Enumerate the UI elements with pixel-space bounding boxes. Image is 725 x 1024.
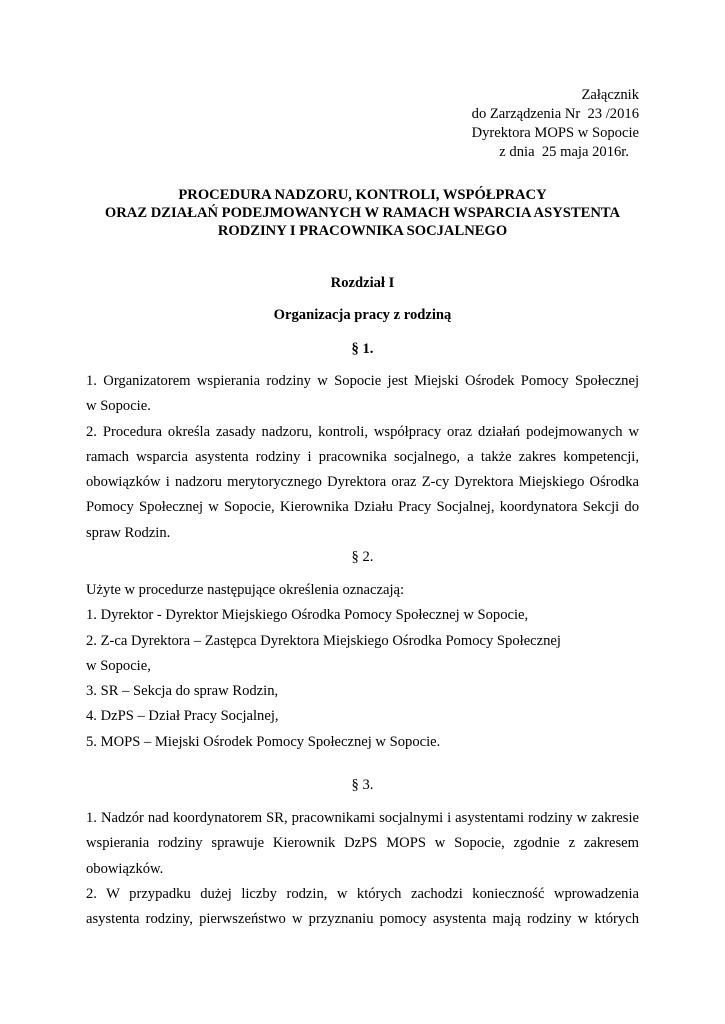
definition-item: w Sopocie,: [86, 657, 151, 674]
definition-item: 1. Dyrektor - Dyrektor Miejskiego Ośrodka Pomocy Społecznej w Sopocie,: [86, 607, 529, 624]
annex-line: Dyrektora MOPS w Sopocie: [471, 125, 639, 141]
definition-item: 4. DzPS – Dział Pracy Socjalnej,: [86, 708, 279, 725]
paragraph-line: obowiązków i nadzoru merytorycznego Dyrektora oraz Z-cy Dyrektora Miejskiego Ośrodka: [86, 474, 639, 491]
section-1-heading: § 1.: [351, 341, 374, 357]
annex-line: Załącznik: [581, 87, 639, 103]
section-1-body: [86, 369, 639, 546]
paragraph-line: 2. Procedura określa zasady nadzoru, kontroli, współpracy oraz działań podejmowanych w: [86, 423, 639, 440]
title-line: RODZINY I PRACOWNIKA SOCJALNEGO: [217, 223, 508, 239]
chapter-heading: Rozdział I: [330, 275, 395, 291]
section-2-body: [86, 578, 639, 755]
title-line: PROCEDURA NADZORU, KONTROLI, WSPÓŁPRACY: [178, 187, 547, 203]
title-line: ORAZ DZIAŁAŃ PODEJMOWANYCH W RAMACH WSPARCIA ASYSTENTA: [104, 205, 621, 221]
paragraph-line: spraw Rodzin.: [86, 524, 171, 541]
paragraph-line: wspierania rodziny sprawuje Kierownik DzPS MOPS w Sopocie, zgodnie z zakresem: [86, 835, 639, 852]
paragraph-line: 1. Nadzór nad koordynatorem SR, pracownikami socjalnymi i asystentami rodziny w zakresie: [86, 810, 639, 826]
chapter-title: Organizacja pracy z rodziną: [273, 307, 452, 323]
paragraph-line: 1. Organizatorem wspierania rodziny w Sopocie jest Miejski Ośrodek Pomocy Społecznej: [86, 373, 639, 389]
definition-item: 2. Z-ca Dyrektora – Zastępca Dyrektora Miejskiego Ośrodka Pomocy Społecznej: [86, 632, 561, 649]
paragraph-line: obowiązków.: [86, 860, 164, 877]
section-3-heading: § 3.: [351, 777, 374, 793]
section-2-heading: § 2.: [351, 549, 374, 565]
definition-item: 5. MOPS – Miejski Ośrodek Pomocy Społecznej w Sopocie.: [86, 733, 441, 750]
paragraph-line: 2. W przypadku dużej liczby rodzin, w których zachodzi konieczność wprowadzenia: [86, 885, 639, 902]
paragraph-line: Pomocy Społecznej w Sopocie, Kierownika Działu Pracy Socjalnej, koordynatora Sekcji do: [86, 499, 639, 516]
annex-line: do Zarządzenia Nr 23 /2016: [471, 106, 639, 122]
paragraph-line: asystenta rodziny, pierwszeństwo w przyznaniu pomocy asystenta mają rodziny w których: [86, 911, 639, 928]
paragraph-line: Użyte w procedurze następujące określenia oznaczają:: [86, 582, 405, 598]
annex-line: z dnia 25 maja 2016r.: [499, 144, 629, 160]
annex-header: [472, 86, 639, 162]
section-3-body: [86, 806, 639, 932]
definition-item: 3. SR – Sekcja do spraw Rodzin,: [86, 683, 279, 700]
document-title: [0, 186, 725, 240]
paragraph-line: ramach wsparcia asystenta rodziny i pracownika socjalnego, a także zakres kompetencji,: [86, 448, 639, 465]
paragraph-line: w Sopocie.: [86, 398, 151, 415]
